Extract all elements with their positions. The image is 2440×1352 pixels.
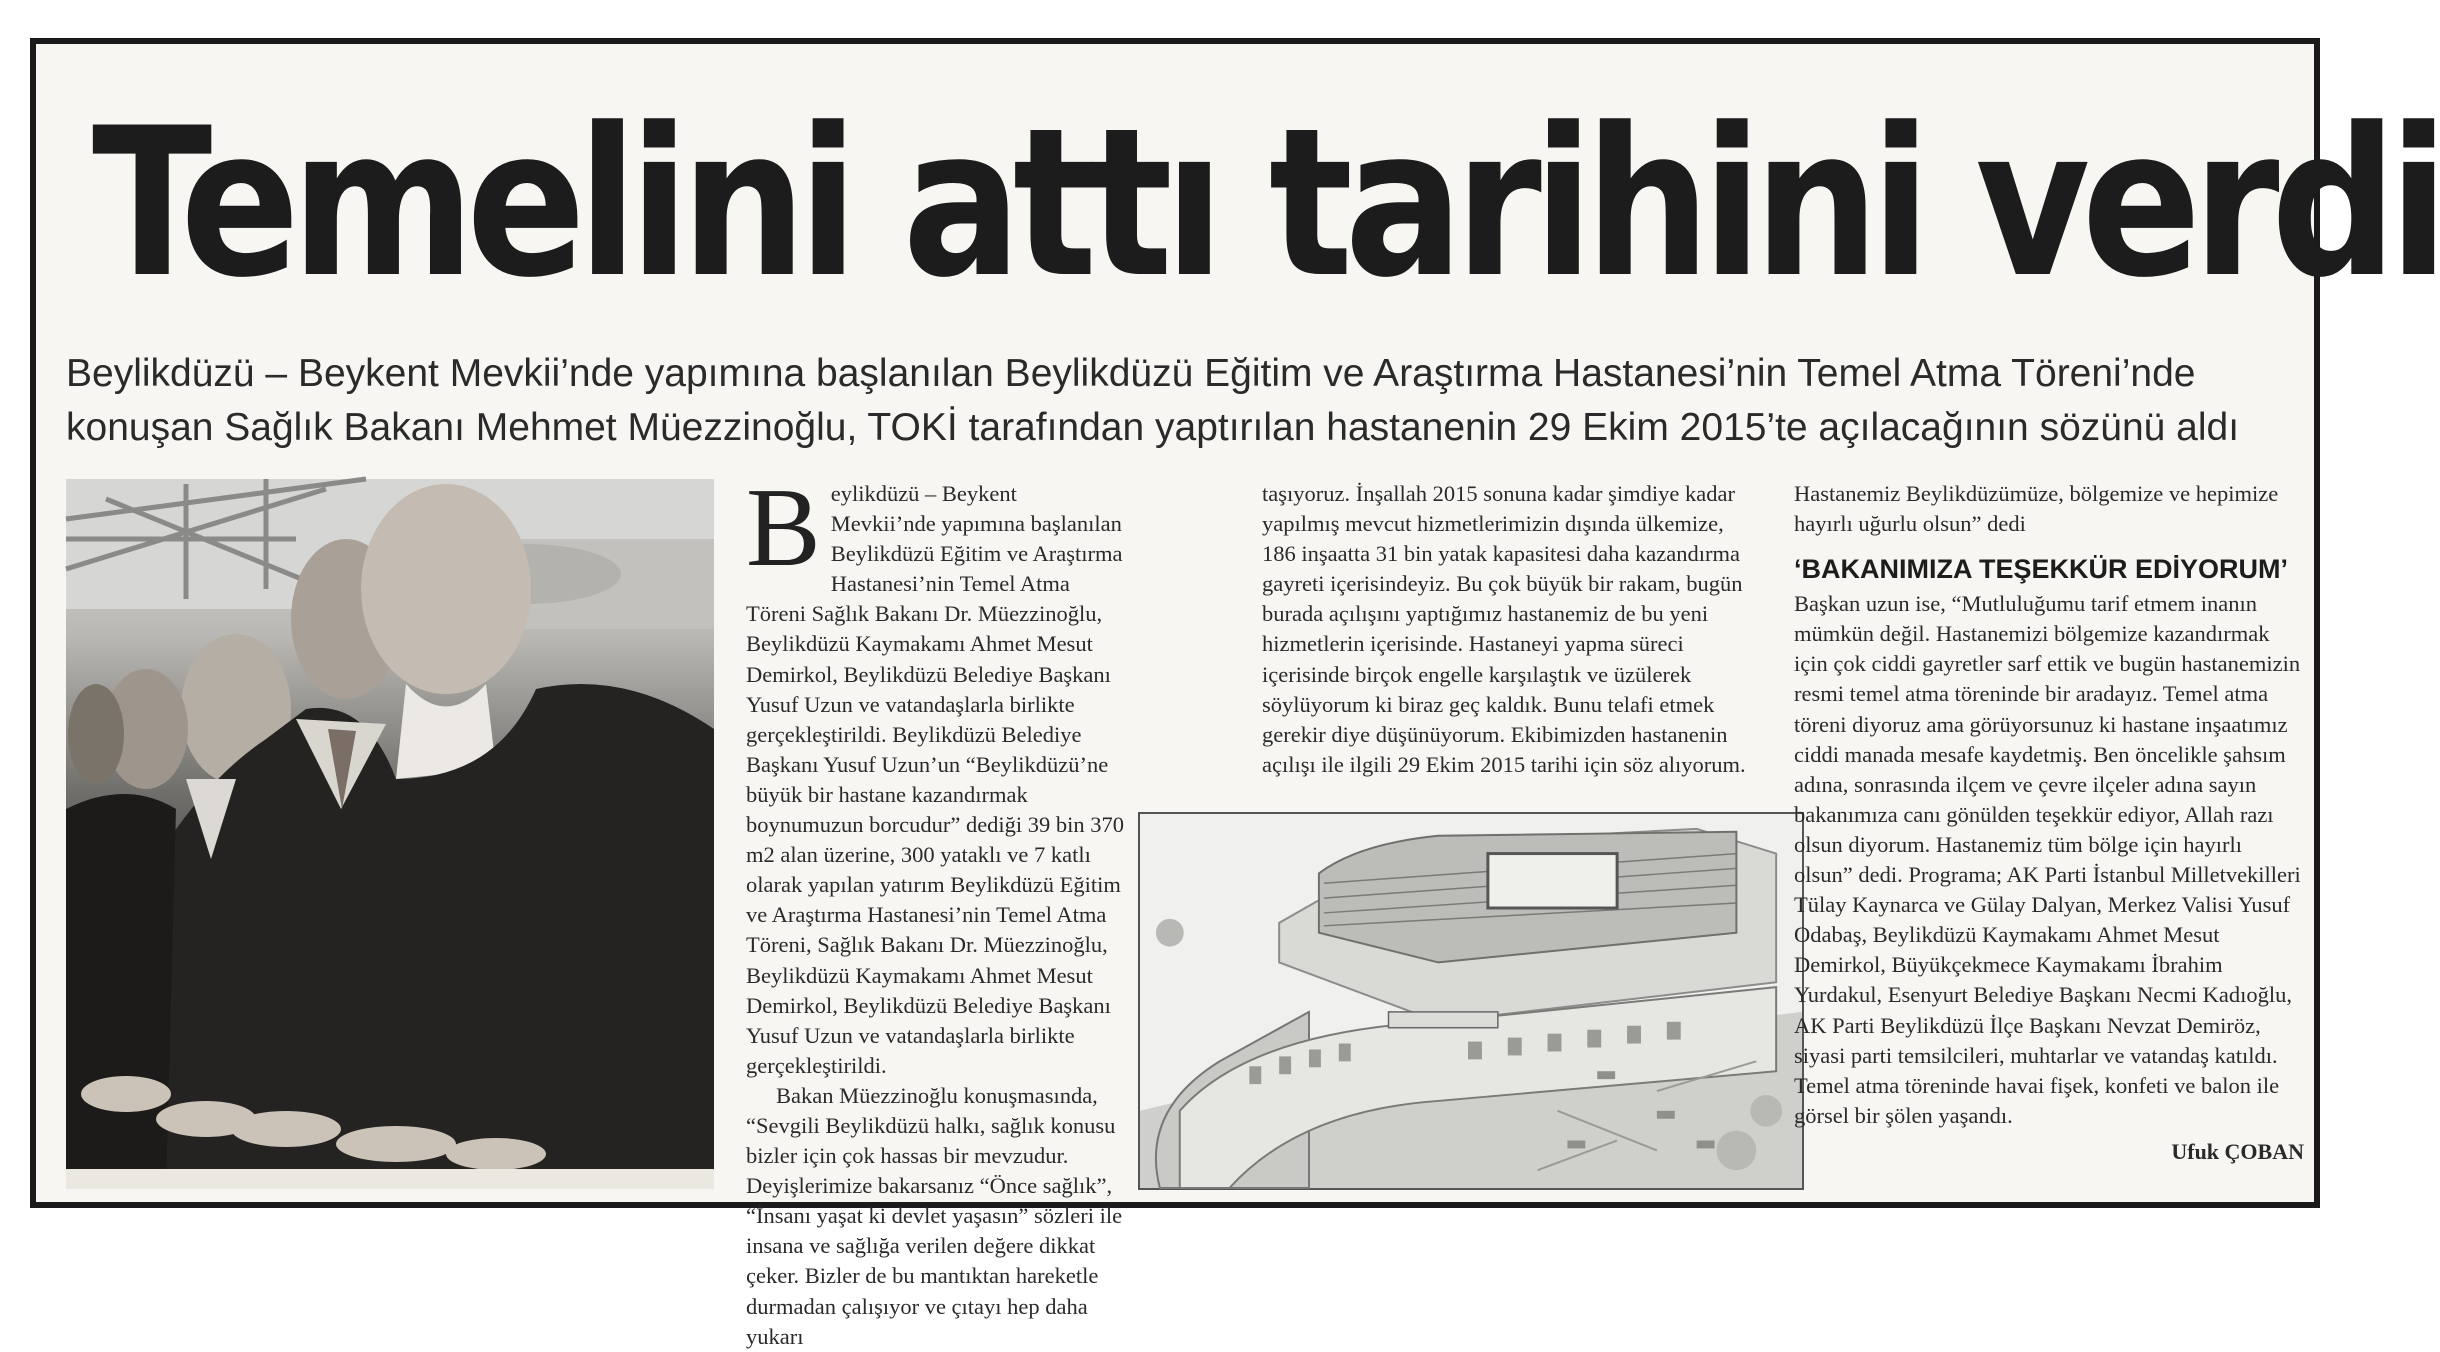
deck-summary	[66, 347, 2286, 455]
article-paragraph: Hastanemiz Beylikdüzümüze, bölgemize ve hepimize hayırlı uğurlu olsun” dedi	[1794, 481, 2279, 537]
hospital-rendering-illustration	[1140, 814, 1802, 1188]
section-subheading: ‘BAKANIMIZA TEŞEKKÜR EDİYORUM’	[1794, 554, 2289, 585]
article-paragraph	[746, 466, 1126, 1081]
ceremony-photo-illustration	[66, 479, 714, 1189]
article-column-3	[1794, 479, 2304, 1167]
hospital-rendering	[1138, 812, 1804, 1190]
paragraph-text: eylikdüzü – Beykent Mevkii’nde yapımına başlanılan Beylikdüzü Eğitim ve Araştırma Hastanesi’nin Temel Atma Töreni Sağlık Bakanı Dr. Müezzinoğlu, Beylikdüzü Kaymakamı Ahmet Mesut Demirkol, Beylikdüzü Belediye Başkanı Yusuf Uzun ve vatandaşlarla birlikte gerçekleştirildi. Beylikdüzü Belediye Başkanı Yusuf Uzun’un “Beylikdüzü’ne büyük bir hastane kazandırmak boynumuzun borcudur” dediği 39 bin 370 m2 alan üzerine, 300 yataklı ve 7 katlı olarak yapılan yatırım Beylikdüzü Eğitim ve Araştırma Hastanesi’nin Temel Atma Töreni, Sağlık Bakanı Dr. Müezzinoğlu, Beylikdüzü Kaymakamı Ahmet Mesut Demirkol, Beylikdüzü Belediye Başkanı Yusuf Uzun ve vatandaşlarla birlikte gerçekleştirildi.	[746, 481, 1125, 1078]
article-column-1	[746, 466, 1126, 1352]
newspaper-clipping	[30, 38, 2440, 1349]
article-paragraph: Başkan uzun ise, “Mutluluğumu tarif etmem inanın mümkün değil. Hastanemizi bölgemize kazandırmak için çok ciddi gayretler sarf ettik ve bugün hastanemizin resmi temel atma töreninde bir aradayız. Temel atma töreni diyoruz ama görüyorsunuz ki hastane inşaatımız ciddi manada mesafe kaydetmiş. Ben öncelikle şahsım adına, sonrasında ilçem ve çevre ilçeler adına sayın bakanımıza canı gönülden teşekkür ediyor, Allah razı olsun diyorum. Hastanemiz tüm bölge için hayırlı olsun” dedi. Programa; AK Parti İstanbul Milletvekilleri Tülay Kaynarca ve Gülay Dalyan, Merkez Valisi Yusuf Odabaş, Beylikdüzü Kaymakamı Ahmet Mesut Demirkol, Büyükçekmece Kaymakamı İbrahim Yurdakul, Esenyurt Belediye Başkanı Necmi Kadıoğlu, AK Parti Beylikdüzü İlçe Başkanı Nevzat Demiröz, siyasi parti temsilcileri, muhtarlar ve vatandaş katıldı. Temel atma töreninde havai fişek, konfeti ve balon ile görsel bir şölen yaşandı.	[1794, 591, 2301, 1128]
headline: Temelini attı tarihini verdi	[92, 85, 2440, 323]
ceremony-photo	[66, 479, 714, 1189]
byline: Ufuk ÇOBAN	[2171, 1138, 2304, 1164]
article-paragraph: Bakan Müezzinoğlu konuşmasında, “Sevgili Beylikdüzü halkı, sağlık konusu bizler için çok hassas bir mevzudur. Deyişlerimize bakarsanız “Önce sağlık”, “İnsanı yaşat ki devlet yaşasın” sözleri ile insana ve sağlığa verilen değere dikkat çeker. Bizler de bu mantıktan hareketle durmadan çalışıyor ve çıtayı hep daha yukarı	[746, 1082, 1123, 1349]
deck-line: Beylikdüzü – Beykent Mevkii’nde yapımına başlanılan Beylikdüzü Eğitim ve Araştırma Hastanesi’nin Temel Atma Töreni’nde	[66, 352, 2196, 395]
deck-line: konuşan Sağlık Bakanı Mehmet Müezzinoğlu, TOKİ tarafından yaptırılan hastanenin 29 Ekim 2015’te açılacağının sözünü aldı	[66, 406, 2240, 449]
article-paragraph: taşıyoruz. İnşallah 2015 sonuna kadar şimdiye kadar yapılmış mevcut hizmetlerimizin dışında ülkemize, 186 inşaatta 31 bin yatak kapasitesi daha kazandırma gayreti içerisindeyiz. Bu çok büyük bir rakam, bugün burada açılışını yaptığımız hastanemiz de bu yeni hizmetlerin içerisinde. Hastaneyi yapma süreci içerisinde birçok engelle karşılaştık ve üzülerek söylüyorum ki biraz geç kaldık. Bunu telafi etmek gerekir diye düşünüyorum. Ekibimizden hastanenin açılışı ile ilgili 29 Ekim 2015 tarihi için söz alıyorum.	[1262, 481, 1746, 777]
article-column-2	[1262, 479, 1762, 780]
drop-cap: B	[746, 466, 821, 590]
